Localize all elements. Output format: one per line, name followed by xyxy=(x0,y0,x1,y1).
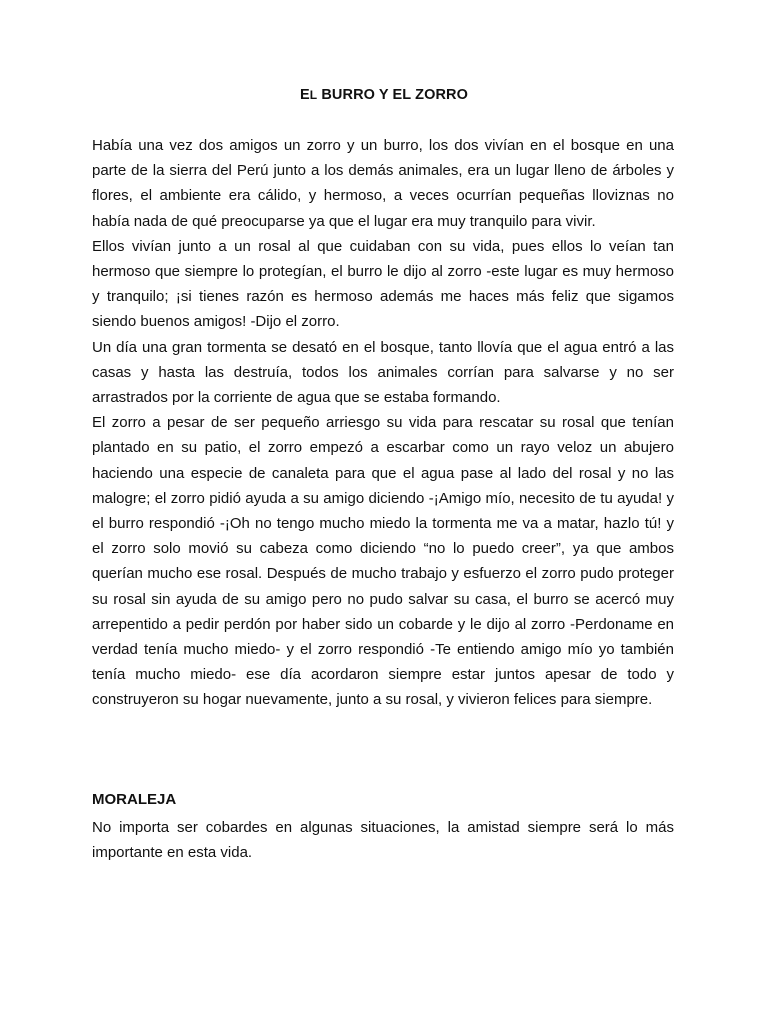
paragraph-1: Había una vez dos amigos un zorro y un burro, los dos vivían en el bosque en una parte de la sierra del Perú junto a los demás animales, era un lugar lleno de árboles y flores, el ambiente era cálido, y hermoso, a veces ocurrían pequeñas lloviznas no había nada de qué preocuparse ya que el lugar era muy tranquilo para vivir. xyxy=(92,137,674,230)
document-title xyxy=(0,87,768,103)
paragraph-4: El zorro a pesar de ser pequeño arriesgo su vida para rescatar su rosal que tenían plantado en su patio, el zorro empezó a escarbar como un rayo veloz un abujero haciendo una especie de canaleta para que el agua pase al lado del rosal y no las malogre; el zorro pidió ayuda a su amigo diciendo -¡Amigo mío, necesito de tu ayuda! y el burro respondió -¡Oh no tengo mucho miedo la tormenta me va a matar, hazlo tú! y el zorro solo movió su cabeza como diciendo “no lo puedo creer”, ya que ambos querían mucho ese rosal. Después de mucho trabajo y esfuerzo el zorro pudo proteger su rosal sin ayuda de su amigo pero no pudo salvar su casa, el burro se acercó muy arrepentido a pedir perdón por haber sido un cobarde y le dijo al zorro -Perdoname en verdad tenía mucho miedo- y el zorro respondió -Te entiendo amigo mío yo también tenía mucho miedo- ese día acordaron siempre estar juntos apesar de todo y construyeron su hogar nuevamente, junto a su rosal, y vivieron felices para siempre. xyxy=(92,414,674,709)
moraleja-text: No importa ser cobardes en algunas situaciones, la amistad siempre será lo más importante en esta vida. xyxy=(92,819,674,862)
story-body xyxy=(92,133,674,713)
moraleja-heading: MORALEJA xyxy=(92,791,177,808)
paragraph-3: Un día una gran tormenta se desató en el bosque, tanto llovía que el agua entró a las casas y hasta las destruía, todos los animales corrían para salvarse y no ser arrastrados por la corriente de agua que se estaba formando. xyxy=(92,338,674,407)
title-rest: BURRO Y EL ZORRO xyxy=(317,87,468,103)
title-small-letter: L xyxy=(309,88,318,102)
paragraph-2: Ellos vivían junto a un rosal al que cuidaban con su vida, pues ellos lo veían tan hermoso que siempre lo protegían, el burro le dijo al zorro -este lugar es muy hermoso y tranquilo; ¡si tienes razón es hermoso además me haces más feliz que sigamos siendo buenos amigos! -Dijo el zorro. xyxy=(92,237,674,331)
title-first-letter: E xyxy=(300,87,310,103)
